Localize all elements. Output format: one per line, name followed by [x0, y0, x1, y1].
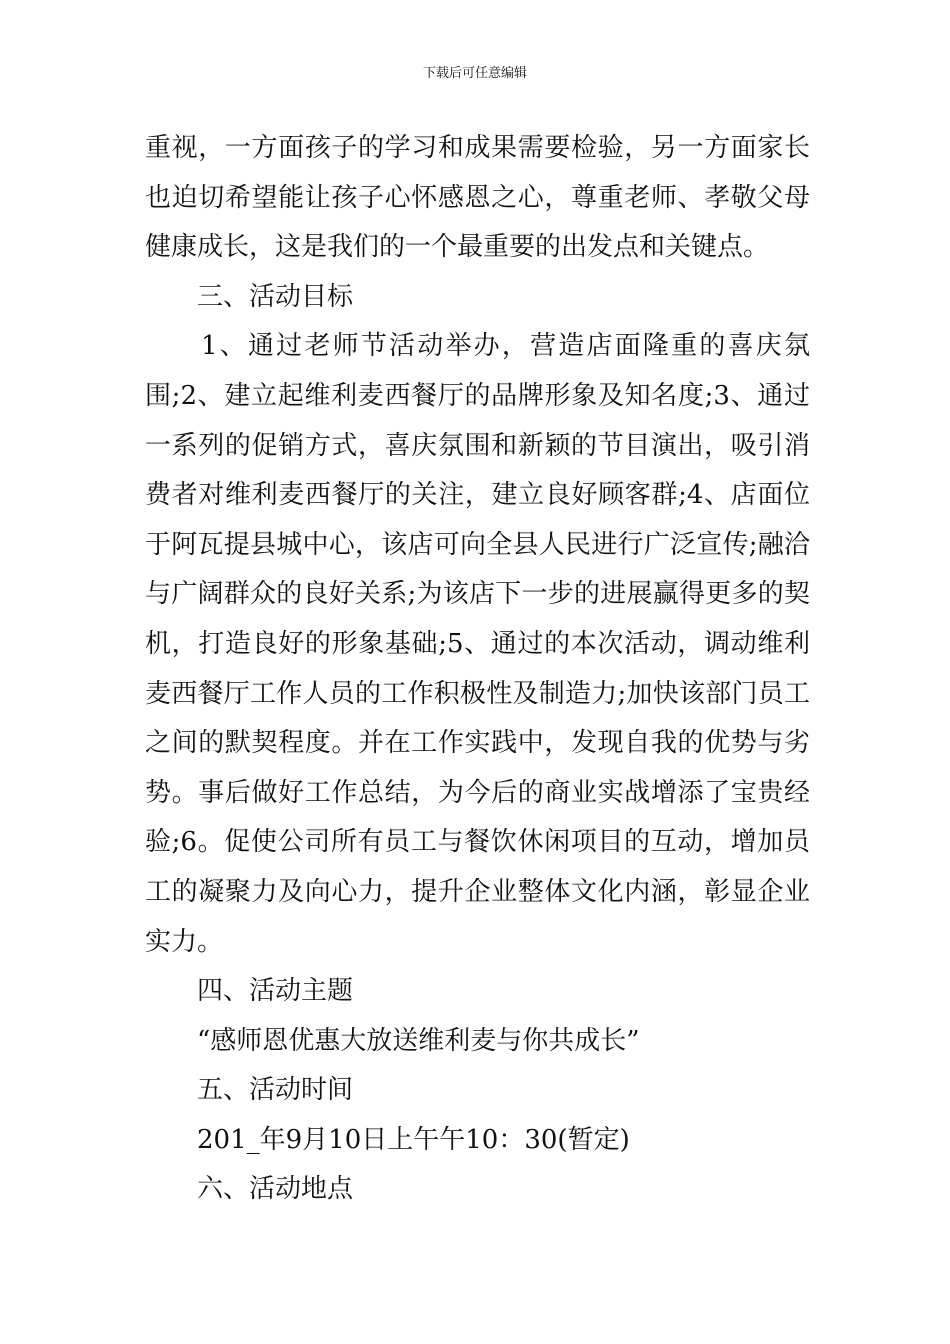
paragraph-intro: 重视，一方面孩子的学习和成果需要检验，另一方面家长也迫切希望能让孩子心怀感恩之心，尊重老师、孝敬父母健康成长，这是我们的一个最重要的出发点和关键点。 [145, 133, 810, 263]
section-heading-goals: 三、活动目标 [197, 281, 354, 312]
paragraph-goals: 1、通过老师节活动举办，营造店面隆重的喜庆氛围;2、建立起维利麦西餐厅的品牌形象及知名度;3、通过一系列的促销方式，喜庆氛围和新颖的节目演出，吸引消费者对维利麦西餐厅的关注，建立良好顾客群;4、店面位于阿瓦提县城中心，该店可向全县人民进行广泛宣传;融洽与广阔群众的良好关系;为该店下一步的进展赢得更多的契机，打造良好的形象基础;5、通过的本次活动，调动维利麦西餐厅工作人员的工作积极性及制造力;加快该部门员工之间的默契程度。并在工作实践中，发现自我的优势与劣势。事后做好工作总结，为今后的商业实战增添了宝贵经验;6。促使公司所有员工与餐饮休闲项目的互动，增加员工的凝聚力及向心力，提升企业整体文化内涵，彰显企业实力。 [145, 331, 810, 957]
section-heading-time: 五、活动时间 [197, 1075, 354, 1106]
page-header: 下载后可任意编辑 [422, 66, 527, 81]
document-body [145, 124, 810, 1215]
section-heading-theme: 四、活动主题 [197, 976, 354, 1007]
section-heading-location: 六、活动地点 [197, 1174, 354, 1205]
time-text: 201_年9月10日上午午10：30(暂定) [197, 1124, 630, 1155]
theme-text: “感师恩优惠大放送维利麦与你共成长” [197, 1025, 640, 1056]
